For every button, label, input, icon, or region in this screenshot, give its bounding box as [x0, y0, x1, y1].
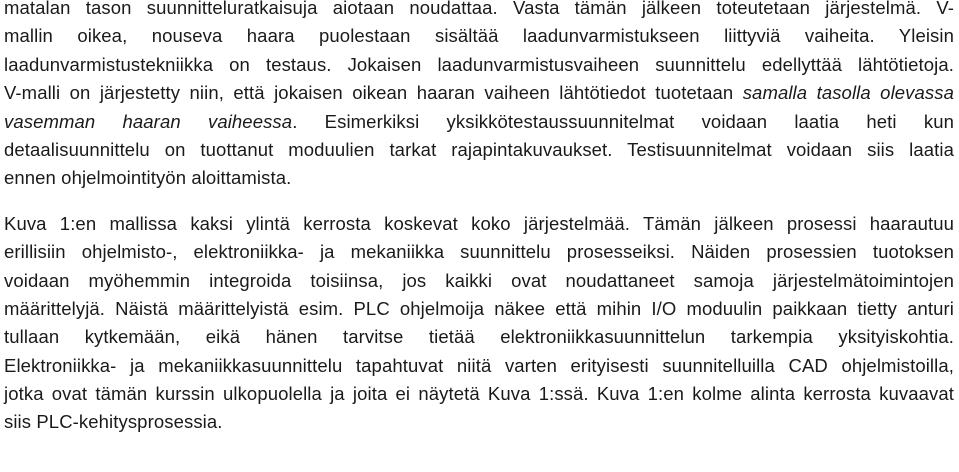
text-line: [4, 164, 954, 192]
text-line: [4, 51, 954, 79]
document-page: [4, 0, 954, 437]
text-segment: laadunvarmistustekniikka on testaus. Jokaisen laadunvarmistusvaiheen suunnittelu edellyttää lähtötietoja.: [4, 53, 954, 75]
italic-text-segment: vasemman haaran vaiheessa: [4, 110, 293, 132]
text-segment: tullaan kytkemään, eikä hänen tarvitse tietää elektroniikkasuunnittelun tarkempia yksityiskohtia.: [4, 326, 954, 348]
text-segment: . Esimerkiksi yksikkötestaussuunnitelmat voidaan laatia heti kun: [292, 110, 954, 132]
text-segment: Kuva 1:en mallissa kaksi ylintä kerrosta koskevat koko järjestelmää. Tämän jälkeen prosessi haarautuu: [4, 212, 954, 234]
text-line: [4, 238, 954, 266]
text-line: [4, 323, 954, 351]
text-line: [4, 136, 954, 164]
text-line: [4, 108, 954, 136]
text-line: [4, 79, 954, 107]
text-line: [4, 352, 954, 380]
text-segment: määrittelyjä. Näistä määrittelyistä esim. PLC ohjelmoija näkee että mihin I/O moduulin paikkaan tietty anturi: [4, 297, 954, 319]
text-line: [4, 295, 954, 323]
text-line: [4, 22, 954, 50]
text-segment: erillisiin ohjelmisto-, elektroniikka- ja mekaniikka suunnittelu prosesseiksi. Näiden prosessien tuotoksen: [4, 241, 954, 263]
text-line: [4, 380, 954, 408]
text-line: [4, 267, 954, 295]
text-segment: Elektroniikka- ja mekaniikkasuunnittelu tapahtuvat niitä varten erityisesti suunnitelluilla CAD ohjelmistoilla,: [4, 354, 954, 376]
text-segment: voidaan myöhemmin integroida toisiinsa, jos kaikki ovat noudattaneet samoja järjestelmätoimintojen: [4, 269, 954, 291]
text-segment: V-malli on järjestetty niin, että jokaisen oikean haaran vaiheen lähtötiedot tuotetaan: [4, 82, 743, 104]
paragraph-v-model: [4, 0, 954, 193]
paragraph-figure-1-description: [4, 210, 954, 437]
text-segment: mallin oikea, nouseva haara puolestaan sisältää laadunvarmistukseen liittyviä vaiheita. Yleisin: [4, 25, 954, 47]
text-line: [4, 210, 954, 238]
text-line: [4, 408, 954, 436]
text-segment: ennen ohjelmointityön aloittamista.: [4, 167, 292, 189]
text-segment: jotka ovat tämän kurssin ulkopuolella ja joita ei näytetä Kuva 1:ssä. Kuva 1:en kolme alinta kerrosta kuvaavat: [4, 383, 954, 405]
text-segment: siis PLC-kehitysprosessia.: [4, 411, 223, 433]
text-segment: matalan tason suunnitteluratkaisuja aiotaan noudattaa. Vasta tämän jälkeen toteutetaan järjestelmä. V-: [4, 0, 954, 18]
text-line: [4, 0, 954, 22]
text-segment: detaalisuunnittelu on tuottanut moduulien tarkat rajapintakuvaukset. Testisuunnitelmat voidaan siis laatia: [4, 138, 954, 160]
italic-text-segment: samalla tasolla olevassa: [742, 82, 954, 104]
